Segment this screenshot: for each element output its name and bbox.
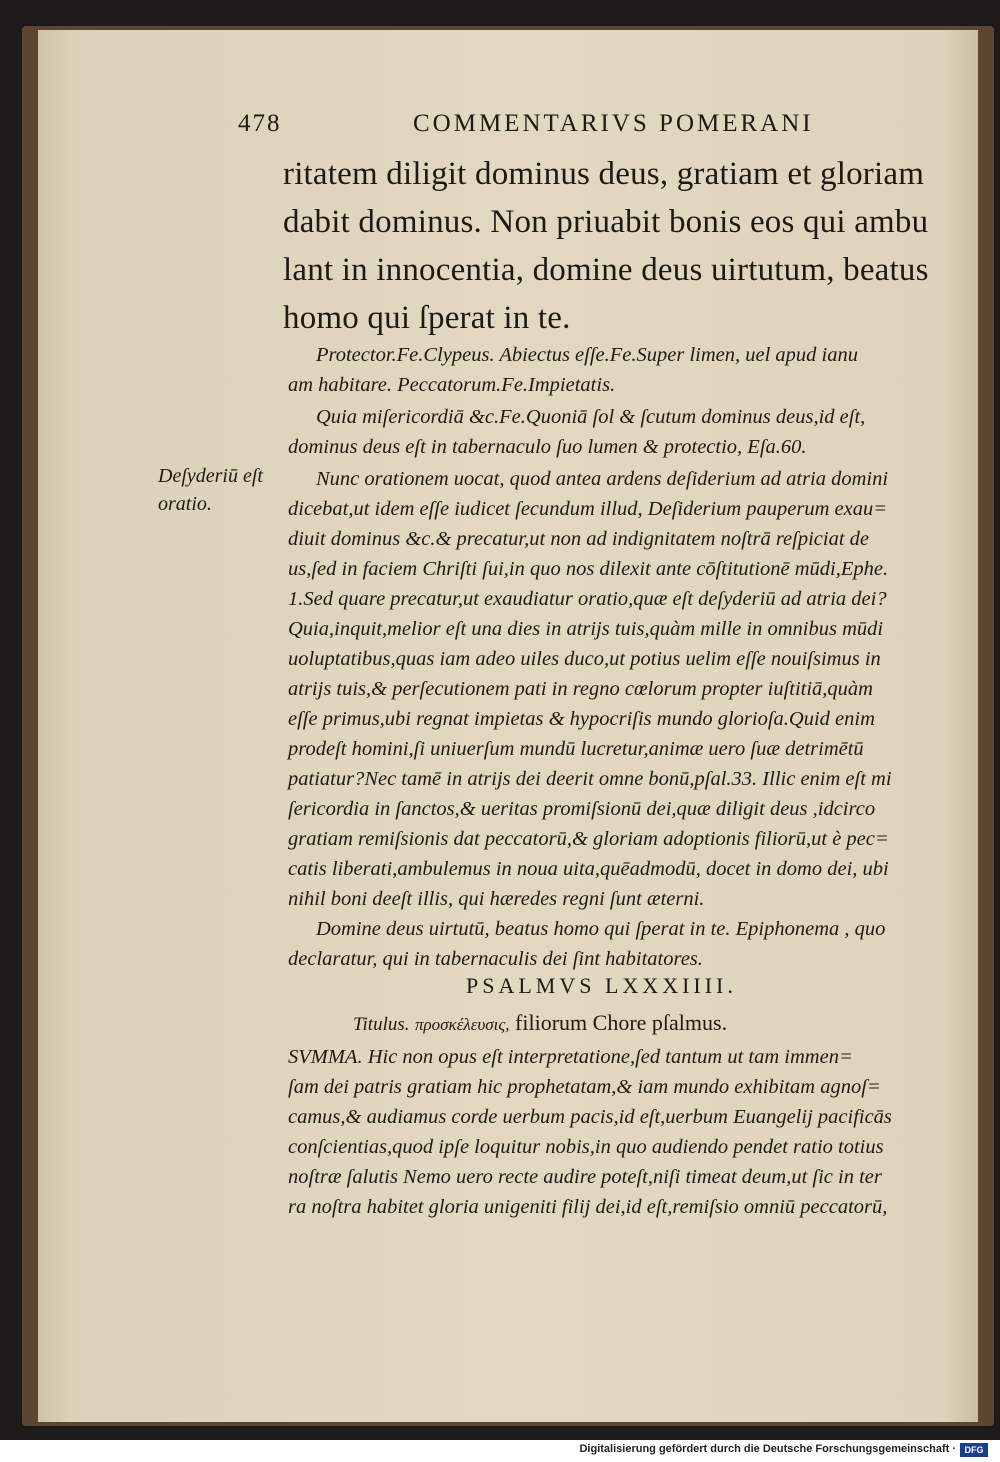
margin-note: Deſyderiū eſt: [158, 465, 263, 487]
main-text-line: lant in innocentia, domine deus uirtutum, beatus: [283, 252, 929, 288]
commentary-line: am habitare. Peccatorum.Fe.Impietatis.: [288, 374, 616, 396]
commentary-line: diuit dominus &c.& precatur,ut non ad indignitatem noſtrā reſpiciat de: [288, 528, 869, 550]
titulus-line: [353, 1010, 727, 1036]
commentary-line: Quia miſericordiā &c.Fe.Quoniā ſol & ſcutum dominus deus,id eſt,: [316, 406, 866, 428]
titulus-label: Titulus.: [353, 1014, 410, 1035]
summa-line: noſtræ ſalutis Nemo uero recte audire poteſt,niſi timeat deum,ut ſic in ter: [288, 1166, 882, 1188]
commentary-line: eſſe primus,ubi regnat impietas & hypocriſis mundo glorioſa.Quid enim: [288, 708, 875, 730]
commentary-line: Quia,inquit,melior eſt una dies in atrijs tuis,quàm mille in omnibus mūdi: [288, 618, 884, 640]
main-text-line: dabit dominus. Non priuabit bonis eos qui ambu: [283, 204, 929, 240]
summa-line: ſam dei patris gratiam hic prophetatam,& iam mundo exhibitam agnoſ=: [288, 1076, 881, 1098]
running-title: COMMENTARIVS POMERANI: [413, 110, 814, 137]
titulus-greek: προσκέλευσις,: [415, 1015, 510, 1034]
footer-credit: Digitalisierung gefördert durch die Deutsche Forschungsgemeinschaft ·: [579, 1443, 956, 1455]
commentary-line: uoluptatibus,quas iam adeo uiles duco,ut potius uelim eſſe nouiſsimus in: [288, 648, 881, 670]
summa-line: conſcientias,quod ipſe loquitur nobis,in quo audiendo pendet ratio totius: [288, 1136, 884, 1158]
commentary-line: gratiam remiſsionis dat peccatorū,& gloriam adoptionis filiorū,ut è pec=: [288, 828, 889, 850]
summa-line: camus,& audiamus corde uerbum pacis,id eſt,uerbum Euangelij pacificās: [288, 1106, 892, 1128]
commentary-line: dicebat,ut idem eſſe iudicet ſecundum illud, Deſiderium pauperum exau=: [288, 498, 888, 520]
commentary-line: dominus deus eſt in tabernaculo ſuo lumen & protectio, Eſa.60.: [288, 436, 807, 458]
commentary-line: 1.Sed quare precatur,ut exaudiatur oratio,quæ eſt deſyderiū ad atria dei?: [288, 588, 887, 610]
margin-note: oratio.: [158, 493, 212, 515]
commentary-line: Domine deus uirtutū, beatus homo qui ſperat in te. Epiphonema , quo: [316, 918, 886, 940]
book-page: [38, 30, 978, 1422]
summa-line: SVMMA. Hic non opus eſt interpretatione,ſed tantum ut tam immen=: [288, 1046, 853, 1068]
commentary-line: nihil boni deeſt illis, qui hæredes regni ſunt æterni.: [288, 888, 705, 910]
commentary-line: declaratur, qui in tabernaculis dei ſint habitatores.: [288, 948, 703, 970]
commentary-line: catis liberati,ambulemus in noua uita,quēadmodū, docet in domo dei, ubi: [288, 858, 889, 880]
commentary-line: us,ſed in faciem Chriſti ſui,in quo nos dilexit ante cōſtitutionē mūdi,Ephe.: [288, 558, 889, 580]
commentary-line: Nunc orationem uocat, quod antea ardens deſiderium ad atria domini: [316, 468, 889, 490]
psalm-heading: PSALMVS LXXXIIII.: [466, 973, 737, 998]
commentary-line: atrijs tuis,& perſecutionem pati in regno cœlorum propter iuſtitiā,quàm: [288, 678, 873, 700]
dfg-logo-icon: DFG: [960, 1443, 988, 1457]
commentary-line: ſericordia in ſanctos,& ueritas promiſsionū dei,quæ diligit deus ,idcirco: [288, 798, 876, 820]
summa-line: ra noſtra habitet gloria unigeniti filij dei,id eſt,remiſsio omniū peccatorū,: [288, 1196, 888, 1218]
commentary-line: prodeſt homini,ſi uniuerſum mundū lucretur,animæ uero ſuæ detrimētū: [288, 738, 864, 760]
commentary-line: Protector.Fe.Clypeus. Abiectus eſſe.Fe.Super limen, uel apud ianu: [316, 344, 858, 366]
page-number: 478: [238, 110, 282, 137]
main-text-line: homo qui ſperat in te.: [283, 300, 571, 336]
titulus-text: filiorum Chore pſalmus.: [515, 1010, 728, 1035]
main-text-line: ritatem diligit dominus deus, gratiam et gloriam: [283, 156, 925, 192]
commentary-line: patiatur?Nec tamē in atrijs dei deerit omne bonū,pſal.33. Illic enim eſt mi: [288, 768, 892, 790]
